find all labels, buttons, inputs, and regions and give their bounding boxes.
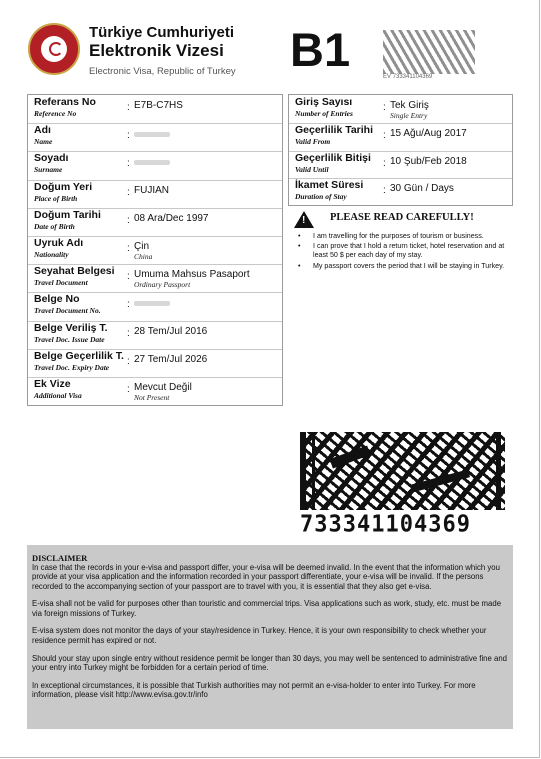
field-label-en: Travel Document No.	[34, 306, 101, 316]
field-label: İkamet Süresi	[295, 179, 364, 192]
field-value-en: Ordinary Passport	[134, 280, 191, 290]
field-label: Geçerlilik Tarihi	[295, 123, 374, 136]
field-row	[28, 151, 282, 180]
field-label-en: Duration of Stay	[295, 192, 347, 202]
field-value: Tek Giriş	[390, 100, 429, 111]
redacted-value	[134, 132, 170, 137]
field-label: Belge No	[34, 293, 80, 306]
field-colon: :	[127, 214, 130, 226]
field-colon: :	[383, 102, 386, 113]
field-label-en: Number of Entries	[295, 109, 353, 118]
field-row	[28, 180, 282, 209]
field-colon: :	[127, 130, 130, 142]
serial-small: EV 733341104369	[383, 74, 433, 80]
header-subtitle: Electronic Visa, Republic of Turkey	[89, 66, 236, 77]
field-label: Uyruk Adı	[34, 237, 84, 249]
field-colon: :	[127, 158, 130, 170]
field-label-en: Additional Visa	[34, 391, 82, 400]
field-colon: :	[383, 185, 386, 197]
redacted-value	[134, 301, 170, 306]
field-colon: :	[127, 384, 130, 395]
field-label-en: Valid From	[295, 136, 331, 146]
field-row	[28, 123, 282, 152]
field-value: FUJIAN	[134, 184, 169, 196]
field-label-en: Valid Until	[295, 164, 329, 174]
field-colon: :	[127, 327, 130, 339]
field-row	[289, 151, 512, 180]
field-colon: :	[383, 129, 386, 141]
field-row	[289, 95, 512, 124]
field-label-en: Reference No	[34, 109, 77, 118]
field-label: Geçerlilik Bitişi	[295, 151, 371, 164]
warning-item: • My passport covers the period that I will be staying in Turkey.	[298, 262, 510, 271]
field-label: Referans No	[34, 96, 96, 108]
field-colon: :	[127, 355, 130, 367]
field-label-en: Name	[34, 137, 53, 147]
warning-item: • I am travelling for the purposes of tourism or business.	[298, 232, 510, 241]
redacted-area	[383, 30, 475, 74]
field-row	[289, 123, 512, 152]
field-value-en: China	[134, 252, 153, 261]
field-label-en: Travel Document	[34, 278, 88, 288]
field-row	[28, 208, 282, 237]
barcode-image	[300, 432, 505, 510]
disclaimer-paragraph: E-visa system does not monitor the days of your stay/residence in Turkey. Hence, it is your own responsibility to check whether your residence permit has expired or not.	[32, 626, 487, 645]
warning-icon: !	[294, 211, 314, 228]
field-label-en: Travel Doc. Issue Date	[34, 334, 105, 344]
field-colon: :	[127, 186, 130, 198]
visa-info-table	[288, 94, 513, 206]
field-colon: :	[383, 157, 386, 169]
field-value-en: Single Entry	[390, 111, 428, 120]
field-label: Doğum Tarihi	[34, 208, 101, 221]
disclaimer-paragraph: Should your stay upon single entry without residence permit be longer than 30 days, you may well be sentenced to administrative fine and your entry into Turkey might be forbidden for a certain period of time.	[32, 653, 508, 672]
field-value: Mevcut Değil	[134, 382, 192, 393]
warning-title: PLEASE READ CAREFULLY!	[330, 212, 474, 223]
field-label: Ek Vize	[34, 378, 71, 390]
field-row	[28, 321, 282, 350]
disclaimer-box	[27, 545, 513, 729]
field-row	[28, 264, 282, 293]
field-row	[28, 95, 282, 124]
field-value: 28 Tem/Jul 2016	[134, 325, 208, 337]
warning-list	[298, 232, 510, 272]
field-label: Giriş Sayısı	[295, 96, 353, 108]
field-label: Adı	[34, 124, 51, 137]
field-label: Belge Veriliş T.	[34, 321, 108, 334]
field-label-en: Nationality	[34, 250, 69, 259]
disclaimer-title: DISCLAIMER	[32, 553, 88, 563]
field-colon: :	[127, 299, 130, 311]
barcode-number: 733341104369	[300, 511, 471, 538]
field-value: 10 Şub/Feb 2018	[390, 155, 467, 167]
field-row	[28, 377, 282, 405]
field-label: Doğum Yeri	[34, 180, 93, 193]
ministry-seal-icon	[28, 23, 80, 75]
disclaimer-paragraph: In exceptional circumstances, it is possible that Turkish authorities may not permit an e-visa-holder to enter into Turkey. For more information, please visit http://www.evisa.gov.tr/info	[32, 680, 476, 699]
field-label-en: Place of Birth	[34, 193, 78, 203]
field-label-en: Travel Doc. Expiry Date	[34, 362, 110, 372]
field-label-en: Date of Birth	[34, 221, 75, 231]
field-label: Soyadı	[34, 152, 69, 165]
field-label: Seyahat Belgesi	[34, 265, 115, 278]
field-value: E7B-C7HS	[134, 100, 183, 111]
field-row	[28, 292, 282, 321]
field-value-en: Not Present	[134, 393, 170, 402]
field-value: 30 Gün / Days	[390, 183, 454, 195]
field-colon: :	[127, 102, 130, 113]
header-title-line2: Elektronik Vizesi	[89, 41, 224, 60]
disclaimer-paragraph: In case that the records in your e-visa and passport differ, your e-visa will be deemed invalid. In the event that the information which you provide at your visa application and the information recorded in your passport differentiate, your e-visa will be invalid. If the persons recorded to the accompanying section of your passport are to travel with you, it is essential that they also get e-visa.	[32, 563, 500, 591]
field-label: Belge Geçerlilik T.	[34, 349, 124, 362]
field-label-en: Surname	[34, 165, 63, 175]
field-value: Umuma Mahsus Pasaport	[134, 269, 250, 281]
disclaimer-paragraph: E-visa shall not be valid for purposes other than touristic and commercial trips. Visa applications such as work, study, etc. must be made via foreign missions of Turkey.	[32, 599, 502, 618]
redacted-value	[134, 160, 170, 165]
field-value: 15 Ağu/Aug 2017	[390, 127, 467, 139]
field-colon: :	[127, 243, 130, 254]
warning-item: • I can prove that I hold a return ticket, hotel reservation and at least 50 $ per each day of my stay.	[298, 242, 510, 260]
field-row	[28, 349, 282, 378]
field-row	[28, 236, 282, 265]
field-row	[289, 178, 512, 206]
field-value: 27 Tem/Jul 2026	[134, 353, 208, 365]
header-title-line1: Türkiye Cumhuriyeti	[89, 24, 235, 41]
field-value: 08 Ara/Dec 1997	[134, 212, 209, 224]
field-colon: :	[127, 271, 130, 283]
field-value: Çin	[134, 241, 150, 252]
visa-type: B1	[290, 23, 351, 76]
personal-info-table	[27, 94, 283, 406]
